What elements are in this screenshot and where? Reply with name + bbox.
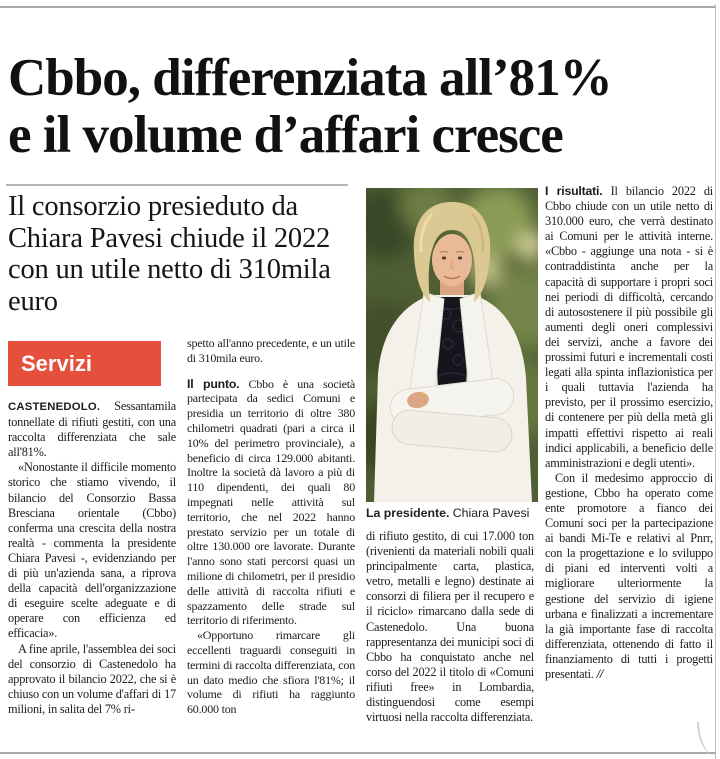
photo-caption-lead: La presidente. <box>366 506 450 520</box>
section-label-text: Servizi <box>21 350 92 376</box>
paragraph-lead-il-punto: Il punto. <box>187 376 240 391</box>
article-headline <box>8 50 714 164</box>
paragraph-lead-i-risultati: I risultati. <box>545 184 603 198</box>
article-end-mark: // <box>596 667 604 681</box>
bottom-rule <box>0 752 716 754</box>
body-column-2 <box>187 336 355 754</box>
section-label-servizi <box>8 341 161 386</box>
paragraph-text: Sessantamila tonnellate di rifiuti gestiti, con una raccolta differenziata che sale all'81%. <box>8 399 176 460</box>
body-column-4 <box>545 184 713 751</box>
paragraph-text: Il bilancio 2022 di Cbbo chiude con un utile netto di 310.000 euro, che verrà destinato ai Comuni per le attività interne. «Cbbo - aggiunge una nota - si è contraddistinta anche per la capacità di supportare i propri soci nei periodi di difficoltà, cercando di autosostenere il più possibile gli aumenti degli oneri complessivi dei servizi, anche a favore dei prossimi futuri e incrementali costi legati alla spinta inflazionistica per i quali tuttavia l'azienda ha previsto, per il prossimo esercizio, di contenere per più della metà gli impatti effettivi rispetto ai reali indici applicabili, a beneficio delle amministrazioni e degli utenti». <box>545 184 713 470</box>
paragraph-text: Con il medesimo approccio di gestione, Cbbo ha operato come ente promotore a fianco dei Comuni soci per la partecipazione ai bandi Mi-Te e relativi al Pnrr, con la progettazione e lo sviluppo di piani ed interventi volti a migliorare ulteriormente la gestione del servizio di igiene urbana e finalizzati a incrementare la già importante fase di raccolta differenziata, ottenendo di fatto il finanziamento di tutti i progetti presentati. <box>545 470 713 681</box>
paragraph: A fine aprile, l'assemblea dei soci del consorzio di Castenedolo ha approvato il bilancio 2022, che si è chiuso con un volume d'affari di 17 milioni, in salita del 7% ri- <box>8 641 176 716</box>
portrait-photo-illustration <box>366 188 538 502</box>
top-rule <box>0 6 716 8</box>
paragraph: «Nonostante il difficile momento storico che stiamo vivendo, il bilancio del Consorzio Bassa Bresciana orientale (Cbbo) conferma una crescita della nostra realtà - commenta la presidente Chiara Pavesi -, evidenziando per di più un'azienda sana, a riprova della capacità dell'organizzazione di eseguire scelte adeguate e di operare con efficienza ed efficacia». <box>8 460 176 641</box>
body-column-3 <box>366 529 534 753</box>
paragraph <box>187 377 355 629</box>
paragraph-text: Cbbo è una società partecipata da sedici Comuni e presidia un territorio di oltre 380 chilometri quadrati (pari a circa il 10% del perimetro provinciale), a beneficio di circa 129.000 abitanti. Inoltre la società dà lavoro a più di 110 dipendenti, dei quali 80 impegnati nelle attività sul territorio, che nel 2022 hanno prestato servizio per un totale di oltre 130.000 ore lavorate. Durante l'anno sono stati percorsi quasi un milione di chilometri, per il presidio delle attività di raccolta rifiuti e spazzamento delle strade sul territorio di riferimento. <box>187 376 355 628</box>
right-column-rule <box>715 4 716 759</box>
paragraph <box>545 471 713 682</box>
deck-divider-rule <box>6 184 348 186</box>
dateline-kicker: CASTENEDOLO. <box>8 401 101 413</box>
paragraph <box>545 184 713 471</box>
headline-line1: Cbbo, differenziata all’81% <box>8 48 612 107</box>
body-column-1 <box>8 399 176 751</box>
portrait-photo <box>366 188 538 502</box>
photo-caption <box>366 506 538 520</box>
paragraph: spetto all'anno precedente, e un utile di 310mila euro. <box>187 336 355 365</box>
paragraph: «Opportuno rimarcare gli eccellenti traguardi conseguiti in termini di raccolta differenziata, con un dato medio che sfiora l'81%; il volume di rifiuti ha raggiunto 60.000 ton <box>187 628 355 717</box>
photo-caption-name: Chiara Pavesi <box>452 506 530 520</box>
article-deck: Il consorzio presieduto da Chiara Pavesi chiude il 2022 con un utile netto di 310mila euro <box>8 191 331 317</box>
headline-line2: e il volume d’affari cresce <box>8 105 563 164</box>
paragraph: di rifiuto gestito, di cui 17.000 ton (rivenienti da materiali nobili quali principalmente carta, plastica, vetro, metalli e legno) destinate ai consorzi di filiera per il recupero e il riciclo» rimarcano dalla sede di Castenedolo. Una buona rappresentanza dei municipi soci di Cbbo ha conquistato anche nel corso del 2022 il titolo di «Comuni rifiuti free» in Lombardia, distinguendosi come esempi virtuosi nella raccolta differenziata. <box>366 529 534 725</box>
paragraph <box>8 399 176 460</box>
